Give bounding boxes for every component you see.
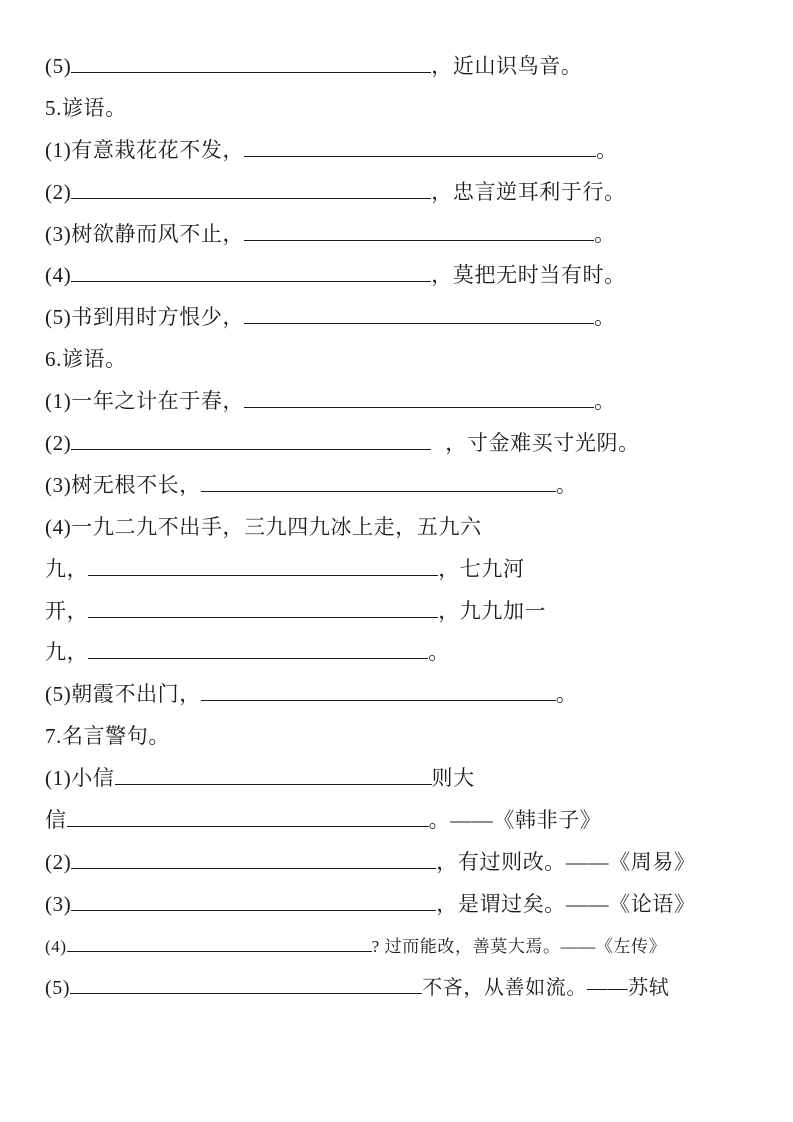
question-prefix: (1)一年之计在于春， <box>45 389 245 414</box>
answer-blank[interactable] <box>67 934 372 952</box>
question-line <box>45 255 753 297</box>
question-line <box>45 800 753 842</box>
answer-blank[interactable] <box>88 637 428 659</box>
answer-blank[interactable] <box>244 135 596 157</box>
answer-blank[interactable] <box>201 470 556 492</box>
question-prefix: 信 <box>45 808 67 833</box>
question-suffix: 。 <box>555 682 578 707</box>
section-heading-text: 7.名言警句。 <box>45 724 170 749</box>
question-prefix: (3)树欲静而风不止， <box>45 221 245 246</box>
question-suffix: 。 <box>594 221 616 246</box>
question-line <box>45 884 753 926</box>
question-suffix: ，九九加一 <box>438 598 547 623</box>
question-text: (4)一九二九不出手，三九四九冰上走，五九六 <box>45 514 482 539</box>
question-line <box>45 674 753 716</box>
question-line <box>45 549 753 591</box>
answer-blank[interactable] <box>244 302 594 324</box>
question-prefix: (4) <box>45 936 67 956</box>
answer-blank[interactable] <box>88 596 438 618</box>
question-prefix: (3) <box>45 891 72 916</box>
question-line <box>45 423 753 465</box>
question-line <box>45 842 753 884</box>
answer-blank[interactable] <box>71 428 431 450</box>
question-suffix: ，七九河 <box>438 556 525 581</box>
answer-blank[interactable] <box>244 386 594 408</box>
question-line <box>45 297 753 339</box>
answer-blank[interactable] <box>244 219 594 241</box>
question-suffix: 。 <box>594 305 616 330</box>
question-suffix: ，寸金难买寸光阴。 <box>445 431 640 456</box>
question-prefix: (1)小信 <box>45 766 115 791</box>
question-line <box>45 926 753 968</box>
answer-blank[interactable] <box>71 260 431 282</box>
question-suffix: 不吝，从善如流。——苏轼 <box>422 976 670 999</box>
question-line <box>45 465 753 507</box>
question-line <box>45 507 753 549</box>
question-suffix: 。 <box>594 389 616 414</box>
question-prefix: (2) <box>45 431 72 456</box>
section-heading <box>45 716 753 758</box>
question-line <box>45 968 753 1010</box>
answer-blank[interactable] <box>71 51 431 73</box>
question-suffix: ，忠言逆耳利于行。 <box>431 179 626 204</box>
section-heading-text: 6.谚语。 <box>45 347 127 372</box>
answer-blank[interactable] <box>88 554 438 576</box>
question-line <box>45 214 753 256</box>
question-prefix: (2) <box>45 849 72 874</box>
question-line <box>45 632 753 674</box>
question-suffix: 。 <box>428 640 450 665</box>
question-suffix: 。 <box>555 472 578 497</box>
question-suffix: 。——《韩非子》 <box>428 808 602 833</box>
question-suffix: 则大 <box>431 766 475 791</box>
question-prefix: (1)有意栽花花不发， <box>45 137 245 162</box>
question-prefix: (4) <box>45 263 72 288</box>
question-prefix: (5)朝霞不出门， <box>45 682 201 707</box>
section-heading <box>45 88 753 130</box>
question-prefix: (2) <box>45 179 72 204</box>
question-prefix: (5)书到用时方恨少， <box>45 305 245 330</box>
question-line <box>45 758 753 800</box>
question-prefix: (5) <box>45 54 72 78</box>
answer-blank[interactable] <box>71 847 436 869</box>
question-prefix: 开， <box>45 598 89 623</box>
question-line <box>45 46 753 88</box>
question-line <box>45 130 753 172</box>
question-suffix: ，莫把无时当有时。 <box>431 263 626 288</box>
question-line <box>45 591 753 633</box>
question-suffix: ，近山识鸟音。 <box>431 54 583 78</box>
question-prefix: (3)树无根不长， <box>45 472 201 497</box>
answer-blank[interactable] <box>71 889 436 911</box>
question-suffix: 。 <box>596 137 618 162</box>
question-prefix: (5) <box>45 976 71 999</box>
question-line <box>45 381 753 423</box>
answer-blank[interactable] <box>67 805 429 827</box>
answer-blank[interactable] <box>115 763 432 785</box>
question-suffix: ，有过则改。——《周易》 <box>436 849 696 874</box>
section-heading-text: 5.谚语。 <box>45 95 127 120</box>
question-suffix: ，是谓过矣。——《论语》 <box>436 891 696 916</box>
question-suffix: ? 过而能改，善莫大焉。——《左传》 <box>371 936 667 956</box>
question-line <box>45 172 753 214</box>
answer-blank[interactable] <box>70 973 422 994</box>
answer-blank[interactable] <box>201 679 556 701</box>
section-heading <box>45 339 753 381</box>
question-prefix: 九， <box>45 640 89 665</box>
answer-blank[interactable] <box>71 177 431 199</box>
question-prefix: 九， <box>45 556 89 581</box>
